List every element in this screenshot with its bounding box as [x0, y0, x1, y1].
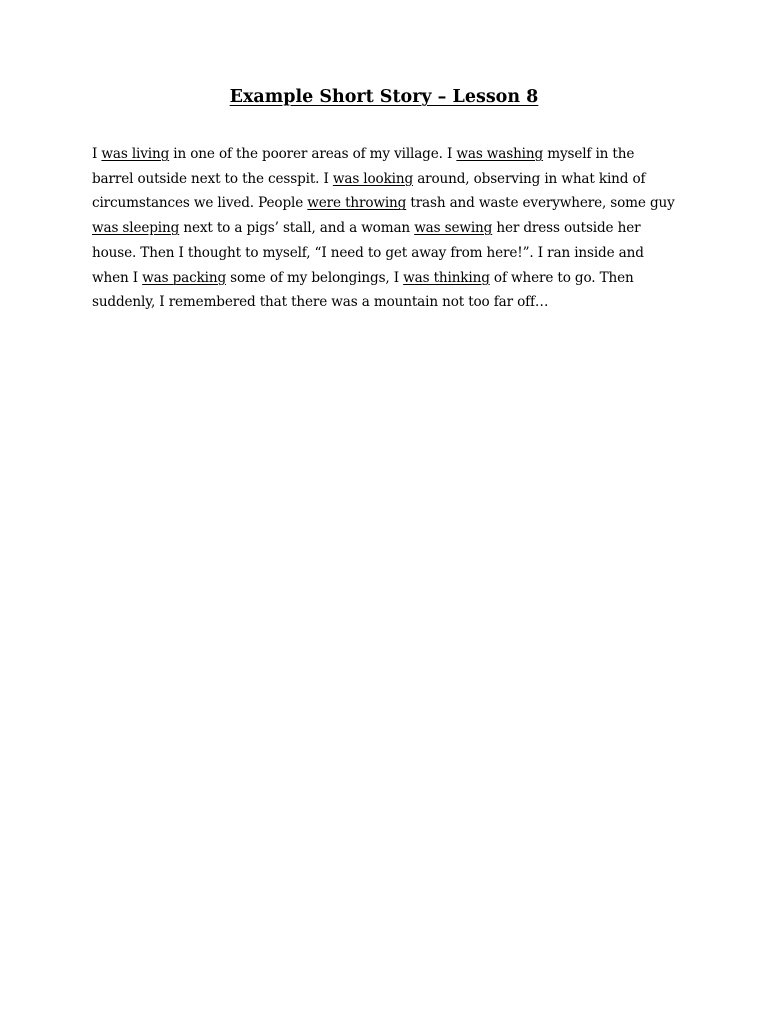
story-text: next to a pigs’ stall, and a woman — [179, 220, 415, 237]
story-line — [92, 167, 682, 192]
story-text: trash and waste everywhere, some guy — [406, 195, 675, 212]
story-line — [92, 241, 682, 266]
story-line — [92, 266, 682, 291]
underlined-verb-phrase: was packing — [142, 269, 227, 286]
story-line — [92, 216, 682, 241]
story-text: house. Then I thought to myself, “I need to get away from here!”. I ran inside and — [92, 244, 644, 261]
story-line — [92, 290, 682, 315]
underlined-verb-phrase: was sleeping — [92, 220, 180, 237]
story-text: around, observing in what kind of — [413, 170, 646, 187]
story-line — [92, 142, 682, 167]
page-title: Example Short Story – Lesson 8 — [229, 87, 539, 107]
story-text: barrel outside next to the cesspit. I — [92, 170, 333, 187]
story-text: of where to go. Then — [489, 269, 634, 286]
story-text: in one of the poorer areas of my village. I — [169, 146, 457, 162]
story-text: some of my belongings, I — [226, 269, 404, 286]
underlined-verb-phrase: was washing — [456, 146, 544, 162]
underlined-verb-phrase: was thinking — [403, 269, 490, 286]
story-paragraph — [92, 142, 682, 315]
story-text: when I — [92, 269, 143, 286]
story-text: her dress outside her — [492, 220, 641, 237]
underlined-verb-phrase: was looking — [332, 170, 414, 187]
story-text: suddenly, I remembered that there was a mountain not too far off… — [92, 294, 549, 311]
story-line — [92, 191, 682, 216]
underlined-verb-phrase: was sewing — [414, 220, 493, 237]
story-text: I — [92, 146, 102, 162]
underlined-verb-phrase: were throwing — [307, 195, 407, 212]
story-text: circumstances we lived. People — [92, 195, 308, 212]
story-text: myself in the — [543, 146, 635, 162]
underlined-verb-phrase: was living — [101, 146, 170, 162]
